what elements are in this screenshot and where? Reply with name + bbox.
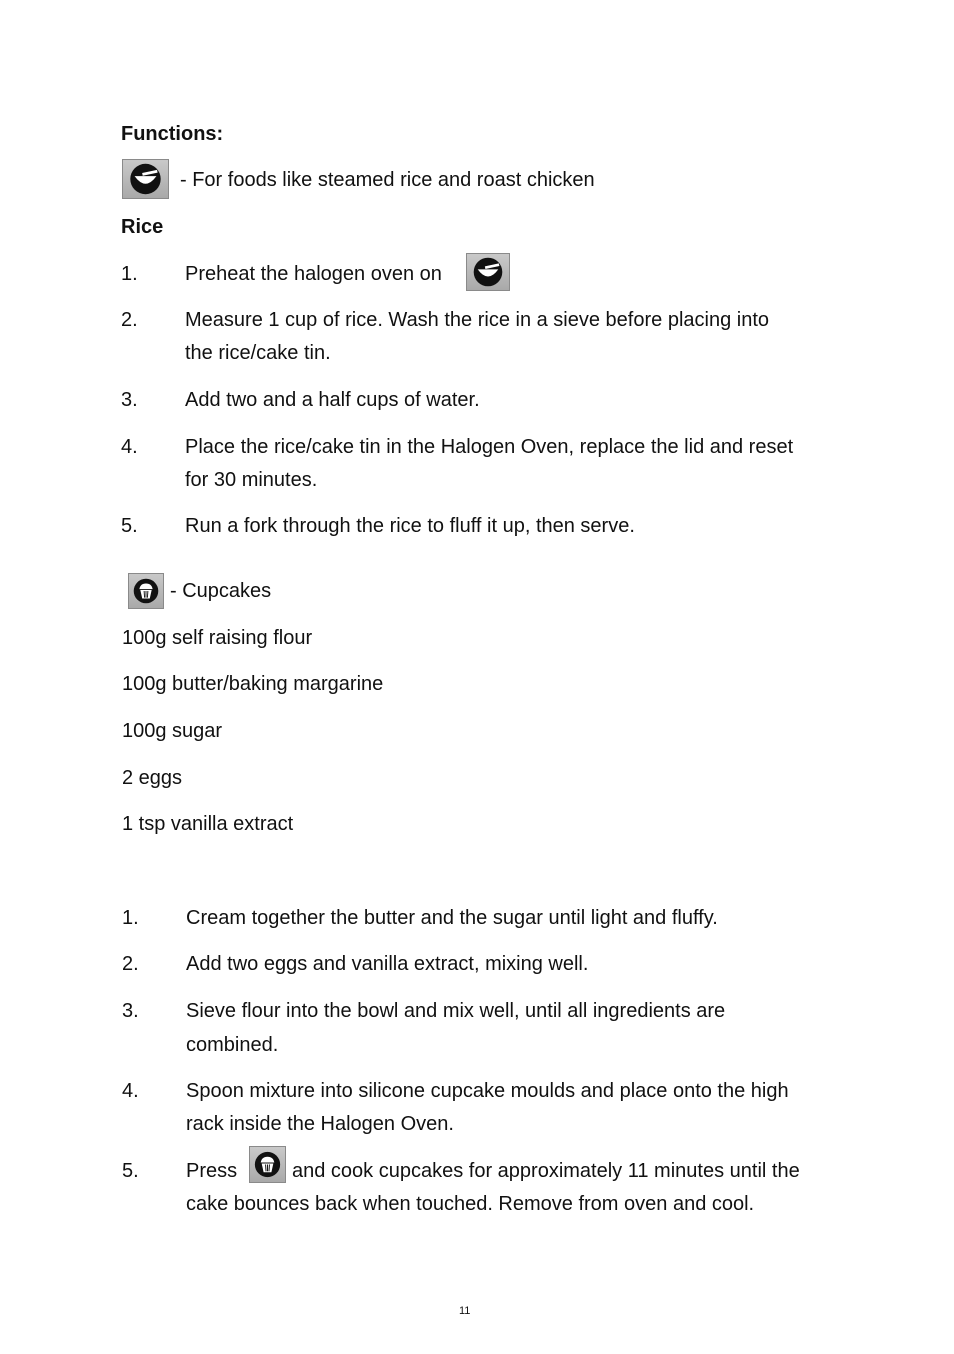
step-number: 4. <box>122 1080 139 1102</box>
step-text: Add two eggs and vanilla extract, mixing well. <box>186 953 589 975</box>
cupcake-function-description: - Cupcakes <box>170 580 272 602</box>
functions-heading: Functions: <box>121 123 224 145</box>
step-number: 5. <box>122 1160 139 1182</box>
step-number: 1. <box>121 263 138 285</box>
step-text: Preheat the halogen oven on <box>185 263 442 285</box>
ingredient-item: 100g self raising flour <box>122 627 313 649</box>
step-text-line1: Spoon mixture into silicone cupcake moulds and place onto the high <box>186 1080 789 1102</box>
step-number: 3. <box>122 1000 139 1022</box>
step-number: 3. <box>121 389 138 411</box>
step-text-line2: rack inside the Halogen Oven. <box>186 1113 454 1135</box>
rice-bowl-function-icon <box>466 253 510 291</box>
rice-bowl-function-icon <box>122 159 169 199</box>
cupcake-function-icon <box>249 1146 286 1183</box>
step-text: Cream together the butter and the sugar until light and fluffy. <box>186 907 718 929</box>
ingredient-item: 100g butter/baking margarine <box>122 673 384 695</box>
page-number: 11 <box>459 1305 471 1317</box>
rice-function-description: - For foods like steamed rice and roast chicken <box>180 169 595 191</box>
step-text-line2: the rice/cake tin. <box>185 342 331 364</box>
rice-heading: Rice <box>121 216 164 238</box>
ingredient-item: 2 eggs <box>122 767 183 789</box>
step-text: Run a fork through the rice to fluff it up, then serve. <box>185 515 635 537</box>
step-text-line2: combined. <box>186 1034 279 1056</box>
step-number: 4. <box>121 436 138 458</box>
step-number: 2. <box>121 309 138 331</box>
cupcake-function-icon <box>128 573 164 609</box>
step-text-line1: Place the rice/cake tin in the Halogen Oven, replace the lid and reset <box>185 436 794 458</box>
step-number: 5. <box>121 515 138 537</box>
ingredient-item: 100g sugar <box>122 720 223 742</box>
step-text-line1: Sieve flour into the bowl and mix well, until all ingredients are <box>186 1000 726 1022</box>
step-text-line1: Measure 1 cup of rice. Wash the rice in a sieve before placing into <box>185 309 770 331</box>
step-number: 1. <box>122 907 139 929</box>
step-text-post: and cook cupcakes for approximately 11 minutes until the <box>292 1160 800 1182</box>
step-text-line2: cake bounces back when touched. Remove from oven and cool. <box>186 1193 755 1215</box>
step-text-pre: Press <box>186 1160 238 1182</box>
step-text-line2: for 30 minutes. <box>185 469 318 491</box>
step-text: Add two and a half cups of water. <box>185 389 480 411</box>
ingredient-item: 1 tsp vanilla extract <box>122 813 294 835</box>
step-number: 2. <box>122 953 139 975</box>
